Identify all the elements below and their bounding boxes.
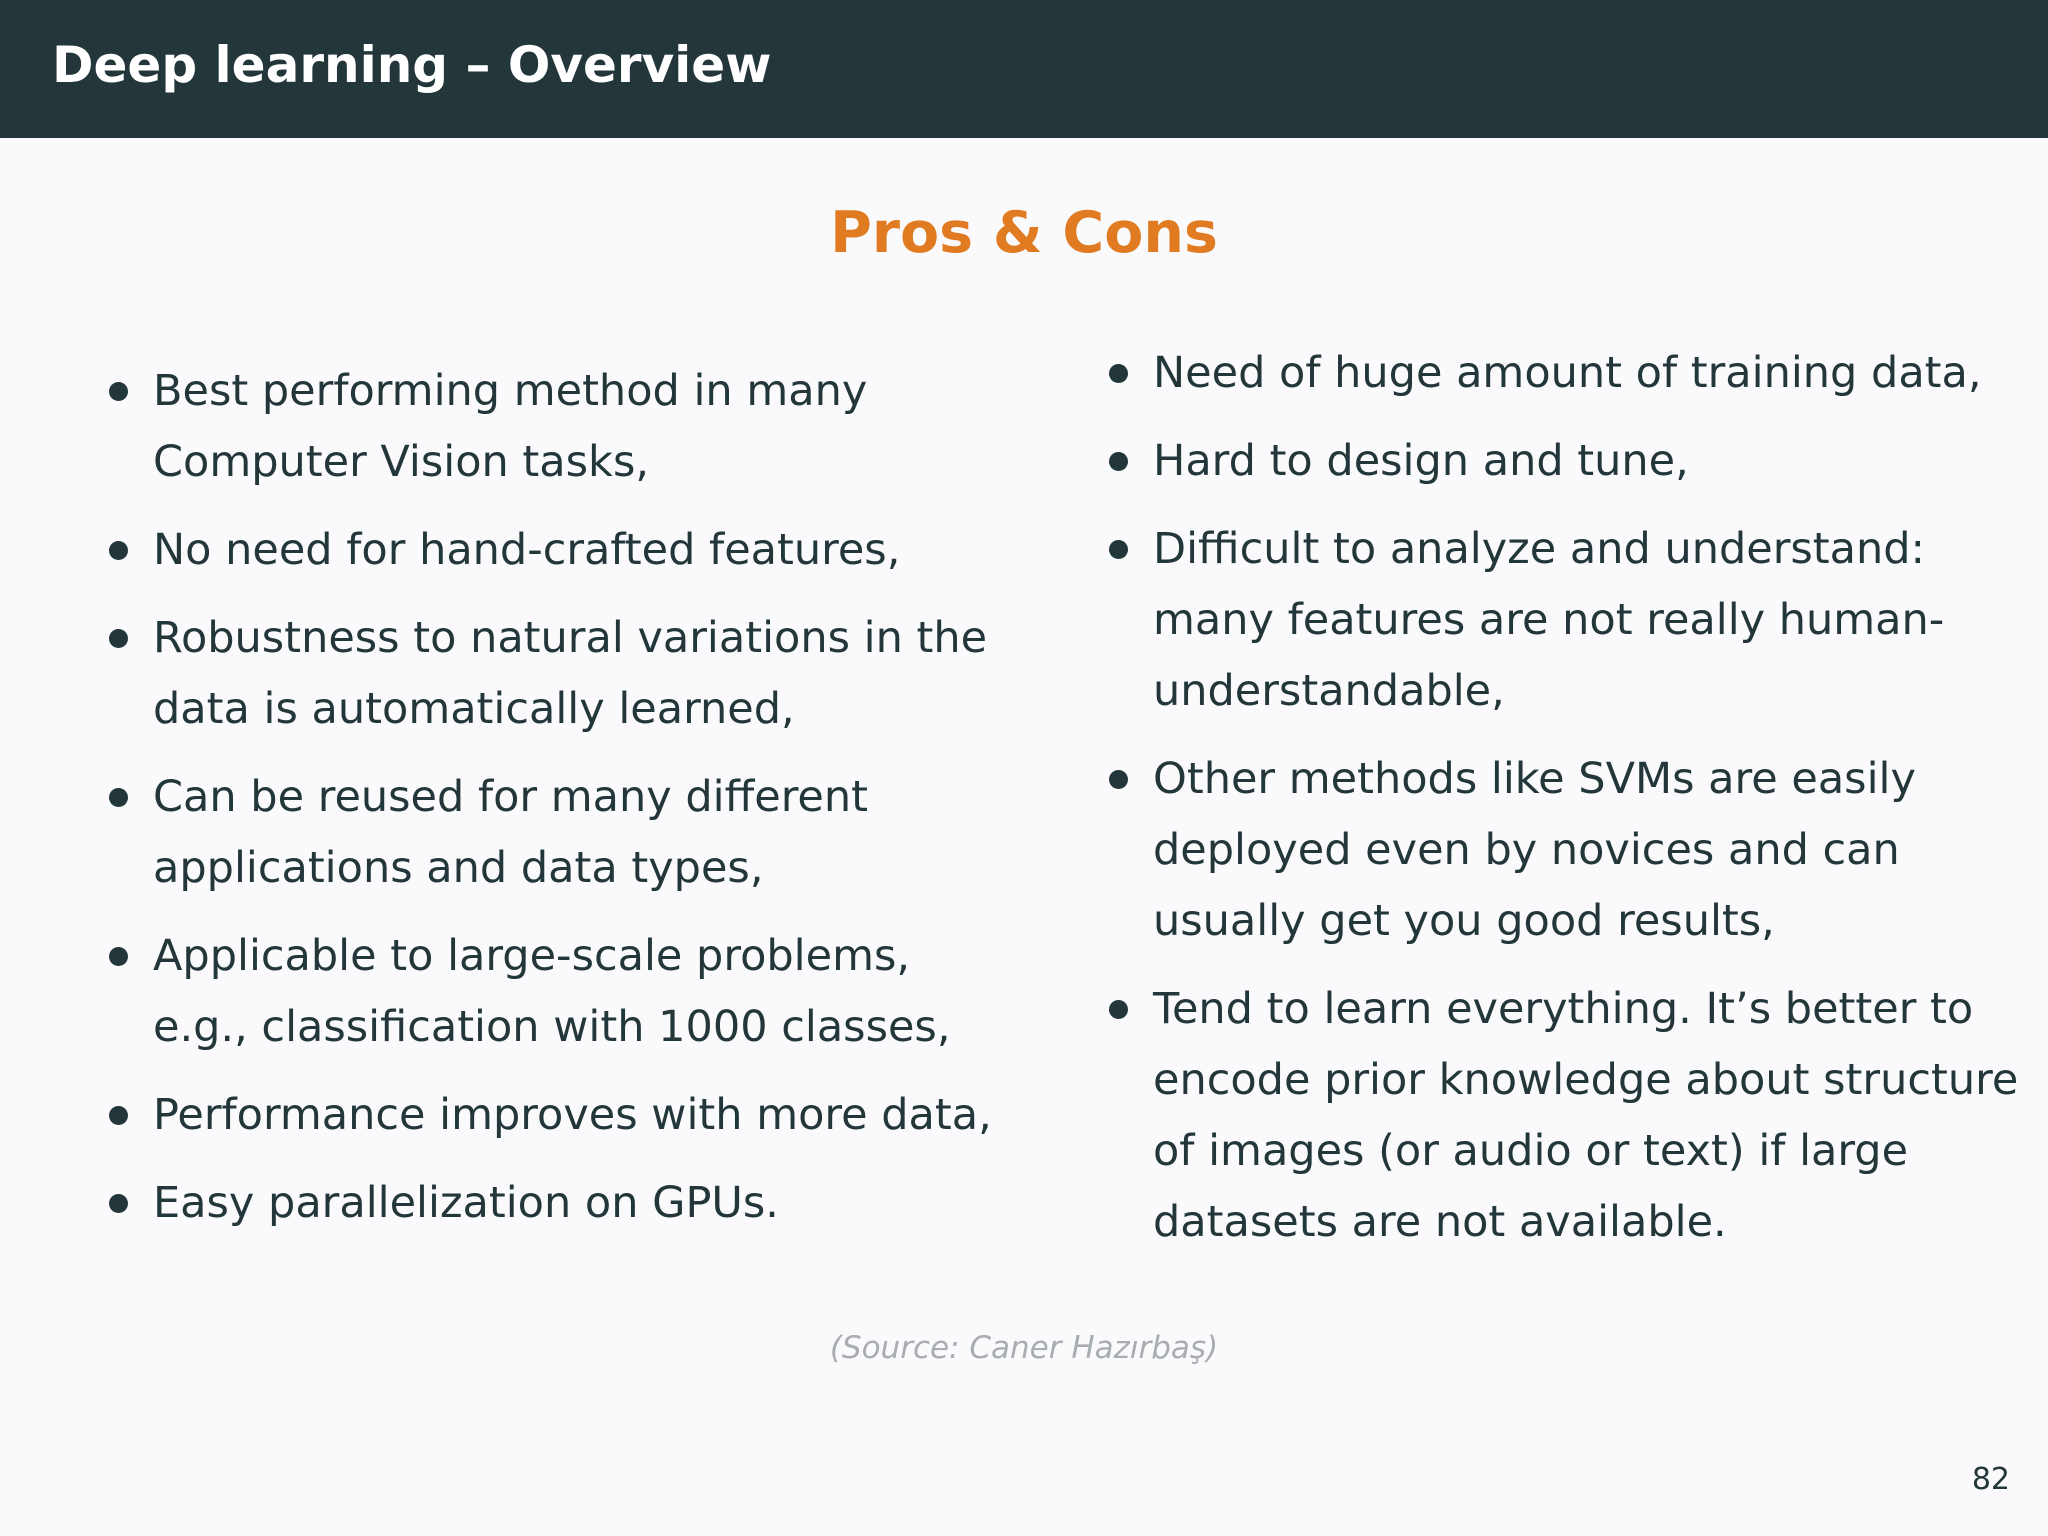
cons-item-text: Need of huge amount of training data, [1153, 348, 1982, 398]
cons-item [1095, 974, 2035, 1258]
cons-item [1095, 514, 2035, 727]
pros-list [95, 356, 1015, 1256]
page-number: 82 [1971, 1462, 2010, 1497]
bullet-icon [1109, 540, 1128, 559]
slide-title: Deep learning – Overview [52, 36, 772, 94]
pros-item-text: Robustness to natural variations in the data is automatically learned, [153, 613, 988, 734]
pros-item [95, 603, 1015, 745]
bullet-icon [109, 947, 128, 966]
bullet-icon [109, 541, 128, 560]
pros-item-text: Performance improves with more data, [153, 1090, 992, 1140]
source-citation: (Source: Caner Hazırbaş) [829, 1330, 1219, 1366]
pros-item [95, 762, 1015, 904]
cons-item-text: Tend to learn everything. It’s better to encode prior knowledge about structure of images (or audio or text) if large datasets are not available. [1153, 984, 2019, 1247]
pros-item [95, 356, 1015, 498]
pros-item-text: No need for hand-crafted features, [153, 525, 901, 575]
pros-item-text: Can be reused for many different applications and data types, [153, 772, 869, 893]
bullet-icon [109, 382, 128, 401]
bullet-icon [1109, 770, 1128, 789]
pros-item-text: Best performing method in many Computer Vision tasks, [153, 366, 868, 487]
pros-item [95, 515, 1015, 586]
cons-item-text: Difficult to analyze and understand: many features are not really human-understandable, [1153, 524, 1945, 716]
cons-item [1095, 744, 2035, 957]
bullet-icon [109, 1194, 128, 1213]
section-title: Pros & Cons [830, 200, 1218, 266]
cons-item-text: Other methods like SVMs are easily deployed even by novices and can usually get you good results, [1153, 754, 1916, 946]
pros-item-text: Easy parallelization on GPUs. [153, 1178, 779, 1228]
slide-header [0, 0, 2048, 138]
bullet-icon [109, 629, 128, 648]
cons-item-text: Hard to design and tune, [1153, 436, 1689, 486]
bullet-icon [109, 1106, 128, 1125]
pros-item [95, 1168, 1015, 1239]
cons-list [1095, 338, 2035, 1275]
pros-item [95, 1080, 1015, 1151]
bullet-icon [1109, 364, 1128, 383]
bullet-icon [109, 788, 128, 807]
cons-item [1095, 338, 2035, 409]
pros-item-text: Applicable to large-scale problems, e.g., classification with 1000 classes, [153, 931, 951, 1052]
cons-item [1095, 426, 2035, 497]
pros-item [95, 921, 1015, 1063]
bullet-icon [1109, 452, 1128, 471]
bullet-icon [1109, 1000, 1128, 1019]
